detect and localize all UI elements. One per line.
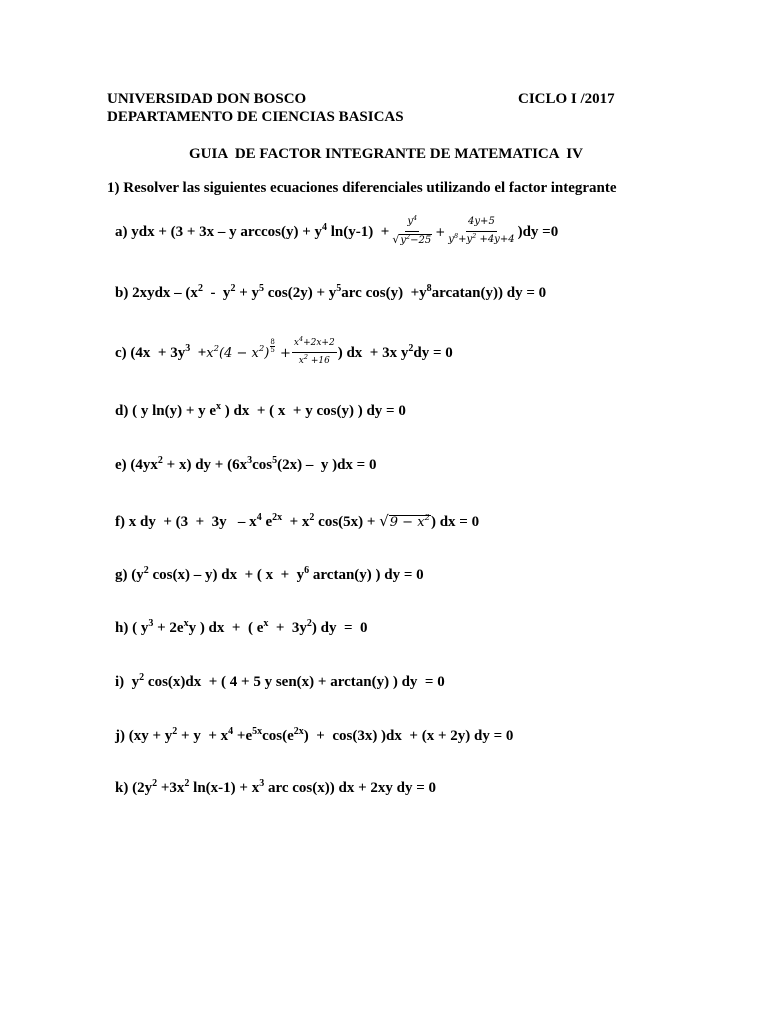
problem-label: h) [115, 620, 129, 636]
equation-text: (2x) – y )dx = 0 [277, 457, 377, 473]
problem-a [115, 213, 559, 246]
exponent-numerator: 8 [270, 338, 275, 346]
equation-text: (4yx [126, 457, 158, 473]
math-text: x [206, 346, 214, 361]
square-root-symbol: √ [392, 232, 400, 246]
exponent: 5 [336, 283, 342, 294]
exponent: 2 [303, 353, 308, 361]
math-text: y [407, 215, 414, 227]
exponent: 3 [148, 618, 154, 629]
equation-text: cos(5x) + [314, 514, 380, 530]
cycle-label: CICLO I /2017 [518, 91, 615, 107]
equation-text: + y [235, 285, 259, 301]
plus-sign: + [435, 225, 446, 239]
problem-h [115, 620, 368, 637]
equation-text: cos(x)dx + ( 4 + 5 y sen(x) + arctan(y) ) dy = 0 [144, 674, 445, 690]
exponent: 2 [258, 344, 265, 354]
math-text: 9 − x [389, 515, 425, 530]
exponent: 2 [213, 344, 220, 354]
problem-label: a) [115, 224, 128, 240]
math-text: 4y+5 [468, 216, 495, 227]
equation-text: ) dy = 0 [311, 620, 368, 636]
equation-text: + x [282, 514, 310, 530]
department-name: DEPARTAMENTO DE CIENCIAS BASICAS [107, 109, 404, 125]
equation-text: +3x [157, 780, 185, 796]
equation-text: + [190, 345, 207, 361]
square-root-symbol: √ [379, 512, 389, 530]
problem-label: c) [115, 345, 127, 361]
math-text: ) [264, 346, 270, 361]
math-text: y [400, 234, 406, 246]
math-text: x [298, 356, 304, 366]
math-text: +4y+4 [476, 234, 515, 245]
exponent: 2 [306, 618, 312, 629]
equation-text: e [261, 514, 273, 530]
problem-b [115, 285, 546, 302]
equation-text: + x) dy + (6x [162, 457, 248, 473]
exponent: 2 [424, 513, 430, 523]
exponent: 8 [426, 283, 432, 294]
exponent: 2 [152, 778, 158, 789]
equation-text: (2y [128, 780, 153, 796]
exponent: 8 [453, 232, 459, 240]
exponent: 4 [298, 335, 304, 343]
document-title: GUIA DE FACTOR INTEGRANTE DE MATEMATICA IV [189, 146, 583, 162]
exponent: 5 [272, 455, 278, 466]
radicand [389, 515, 431, 533]
exponent: 2 [230, 283, 236, 294]
equation-text: y ) dx + ( e [188, 620, 264, 636]
exponent: 2 [405, 232, 411, 241]
math-text: x [293, 338, 299, 348]
exponent: 3 [247, 455, 253, 466]
equation-text: 2xydx – (x [128, 285, 198, 301]
equation-text: ) dx + ( x + y cos(y) ) dy = 0 [221, 403, 406, 419]
university-name: UNIVERSIDAD DON BOSCO [107, 91, 307, 107]
equation-text: )dy =0 [517, 224, 559, 240]
instruction: 1) Resolver las siguientes ecuaciones diferenciales utilizando el factor integrante [107, 180, 617, 196]
equation-text: arctan(y) ) dy = 0 [309, 567, 424, 583]
equation-text: cos(x) – y) dx + ( x + y [148, 567, 305, 583]
exponent: 2x [293, 726, 304, 737]
exponent: 4 [413, 213, 418, 222]
exponent: 2 [172, 726, 178, 737]
equation-text: ( y ln(y) + y e [128, 403, 217, 419]
equation-text: cos(2y) + y [264, 285, 337, 301]
exponent: x [263, 618, 269, 629]
equation-text: arc cos(x)) dx + 2xy dy = 0 [264, 780, 437, 796]
problem-i [115, 674, 445, 691]
equation-text: ) dx = 0 [430, 514, 480, 530]
problem-f [115, 513, 479, 533]
math-text: +2x+2 [303, 338, 335, 348]
equation-text: - y [202, 285, 231, 301]
equation-text: ydx + (3 + 3x – y arccos(y) + y [127, 224, 323, 240]
problem-label: e) [115, 457, 127, 473]
exponent: 5x [252, 726, 263, 737]
exponent: 2 [472, 232, 477, 240]
exponent: 2 [408, 343, 414, 354]
exponent: 2x [272, 512, 283, 523]
exponent: 3 [185, 343, 191, 354]
problem-label: d) [115, 403, 129, 419]
problem-label: b) [115, 285, 129, 301]
exponent: 2 [309, 512, 315, 523]
equation-text: (4x + 3y [126, 345, 186, 361]
equation-text: (y [127, 567, 144, 583]
exponent: 6 [304, 565, 310, 576]
problem-k [115, 780, 436, 797]
math-text: −25 [410, 234, 432, 246]
equation-text: + 2e [153, 620, 184, 636]
equation-text: ( y [128, 620, 149, 636]
problem-label: g) [115, 567, 128, 583]
fraction [390, 213, 434, 249]
equation-text: ln(y-1) + [327, 224, 390, 240]
exponent: 5 [259, 283, 264, 294]
problem-c [115, 335, 453, 366]
equation-text: +e [233, 728, 253, 744]
fraction-numerator [466, 216, 497, 232]
equation-text: x dy + (3 + 3y – x [125, 514, 257, 530]
exponent-denominator: 5 [270, 346, 275, 354]
exponent: 2 [143, 565, 149, 576]
equation-text: (xy + y [125, 728, 173, 744]
fraction [292, 337, 337, 369]
problem-label: i) [115, 674, 125, 690]
fraction-denominator [297, 353, 332, 369]
problem-j [115, 728, 513, 745]
problem-label: k) [115, 780, 129, 796]
equation-text: ) + cos(3x) )dx + (x + 2y) dy = 0 [303, 728, 514, 744]
fractional-exponent [270, 339, 274, 354]
math-text: +16 [307, 356, 330, 366]
exponent: 2 [197, 283, 203, 294]
equation-text: + y + x [177, 728, 229, 744]
fraction-numerator [292, 337, 337, 353]
fraction-denominator [446, 232, 516, 248]
exponent: 4 [228, 726, 234, 737]
problem-label: f) [115, 514, 125, 530]
exponent: 2 [139, 672, 145, 683]
equation-text: dy = 0 [413, 345, 453, 361]
exponent: 2 [184, 778, 190, 789]
problem-label: j) [115, 728, 125, 744]
exponent: x [216, 401, 222, 412]
equation-text: y [124, 674, 140, 690]
equation-text: ln(x-1) + x [189, 780, 260, 796]
equation-text: arcatan(y)) dy = 0 [431, 285, 547, 301]
fraction [446, 216, 516, 248]
math-text: + [275, 346, 291, 361]
problem-g [115, 567, 424, 584]
exponent: 4 [322, 222, 328, 233]
exponent: 3 [259, 778, 265, 789]
math-text: +y [458, 234, 473, 245]
equation-text: cos(e [262, 728, 294, 744]
fraction-numerator [405, 213, 419, 232]
math-text: (4 − x [219, 346, 259, 361]
exponent: x [183, 618, 189, 629]
math-text: y [448, 234, 454, 245]
fraction-denominator [390, 232, 434, 249]
equation-text: ) dx + 3x y [337, 345, 409, 361]
exponent: 2 [157, 455, 163, 466]
problem-e [115, 457, 376, 474]
equation-text: arc cos(y) +y [341, 285, 427, 301]
equation-text: cos [252, 457, 273, 473]
equation-text: + 3y [268, 620, 307, 636]
exponent: 4 [256, 512, 262, 523]
radicand [399, 234, 432, 249]
problem-d [115, 403, 406, 420]
